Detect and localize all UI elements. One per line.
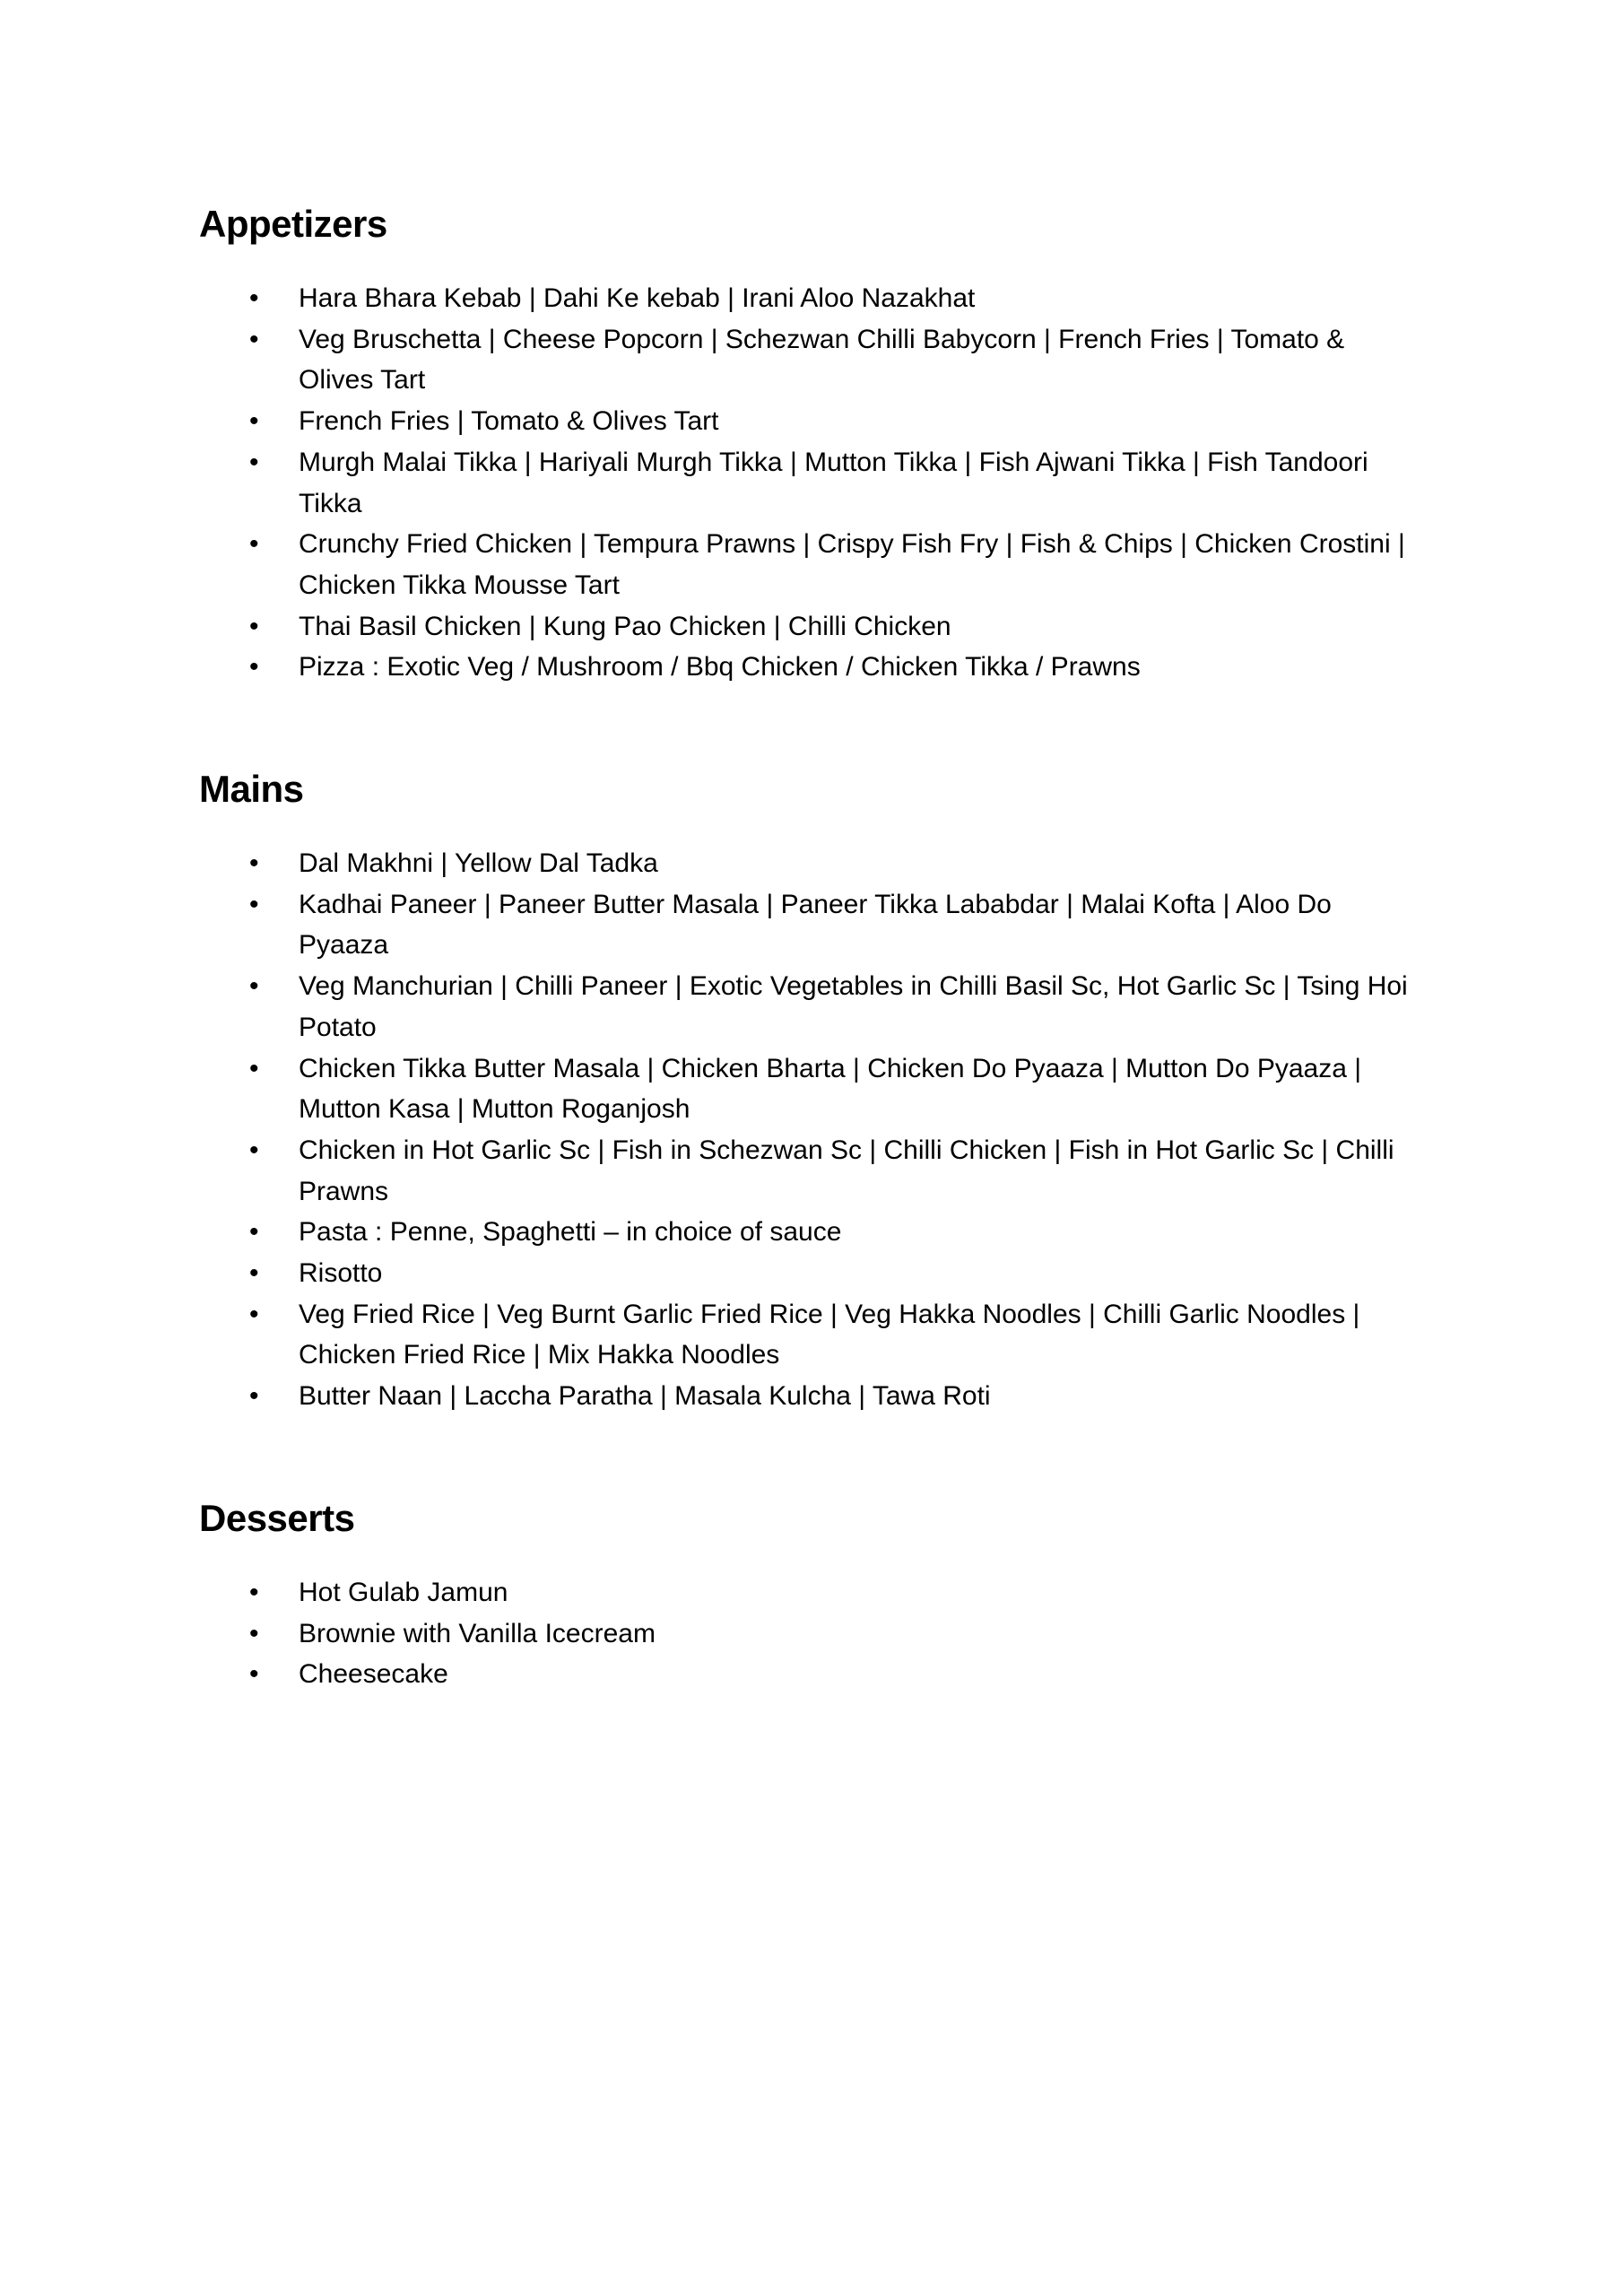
list-item: • Veg Manchurian | Chilli Paneer | Exotic Vegetables in Chilli Basil Sc, Hot Garlic Sc | Tsing Hoi Potato — [249, 966, 1418, 1048]
list-item: • Butter Naan | Laccha Paratha | Masala Kulcha | Tawa Roti — [249, 1376, 1418, 1417]
list-item: • Brownie with Vanilla Icecream — [249, 1613, 1418, 1655]
section-title: Mains — [199, 768, 304, 811]
menu-list — [199, 278, 1624, 688]
menu-section-appetizers — [199, 199, 1624, 688]
menu-list — [199, 843, 1624, 1417]
list-item: • Hara Bhara Kebab | Dahi Ke kebab | Irani Aloo Nazakhat — [249, 278, 1418, 319]
list-item: • Crunchy Fried Chicken | Tempura Prawns | Crispy Fish Fry | Fish & Chips | Chicken Crostini | Chicken Tikka Mousse Tart — [249, 524, 1418, 605]
list-item: • Pizza : Exotic Veg / Mushroom / Bbq Chicken / Chicken Tikka / Prawns — [249, 647, 1418, 688]
menu-list — [199, 1572, 1624, 1695]
list-item: • Hot Gulab Jamun — [249, 1572, 1418, 1613]
list-item: • Veg Fried Rice | Veg Burnt Garlic Fried Rice | Veg Hakka Noodles | Chilli Garlic Noodles | Chicken Fried Rice | Mix Hakka Noodles — [249, 1294, 1418, 1376]
list-item: • Thai Basil Chicken | Kung Pao Chicken | Chilli Chicken — [249, 606, 1418, 648]
menu-section-desserts — [199, 1493, 1624, 1695]
list-item: • Cheesecake — [249, 1654, 1418, 1695]
section-title: Appetizers — [199, 203, 387, 245]
list-item: • Murgh Malai Tikka | Hariyali Murgh Tikka | Mutton Tikka | Fish Ajwani Tikka | Fish Tandoori Tikka — [249, 442, 1418, 524]
list-item: • French Fries | Tomato & Olives Tart — [249, 401, 1418, 442]
list-item: • Dal Makhni | Yellow Dal Tadka — [249, 843, 1418, 884]
section-title: Desserts — [199, 1496, 355, 1539]
list-item: • Chicken Tikka Butter Masala | Chicken Bharta | Chicken Do Pyaaza | Mutton Do Pyaaza | Mutton Kasa | Mutton Roganjosh — [249, 1048, 1418, 1130]
list-item: • Chicken in Hot Garlic Sc | Fish in Schezwan Sc | Chilli Chicken | Fish in Hot Garlic Sc | Chilli Prawns — [249, 1130, 1418, 1212]
list-item: • Kadhai Paneer | Paneer Butter Masala | Paneer Tikka Lababdar | Malai Kofta | Aloo Do Pyaaza — [249, 884, 1418, 966]
list-item: • Pasta : Penne, Spaghetti – in choice of sauce — [249, 1212, 1418, 1253]
list-item: • Risotto — [249, 1253, 1418, 1294]
menu-section-mains — [199, 764, 1624, 1417]
list-item: • Veg Bruschetta | Cheese Popcorn | Schezwan Chilli Babycorn | French Fries | Tomato & Olives Tart — [249, 319, 1418, 401]
menu-sections — [199, 199, 1624, 1695]
